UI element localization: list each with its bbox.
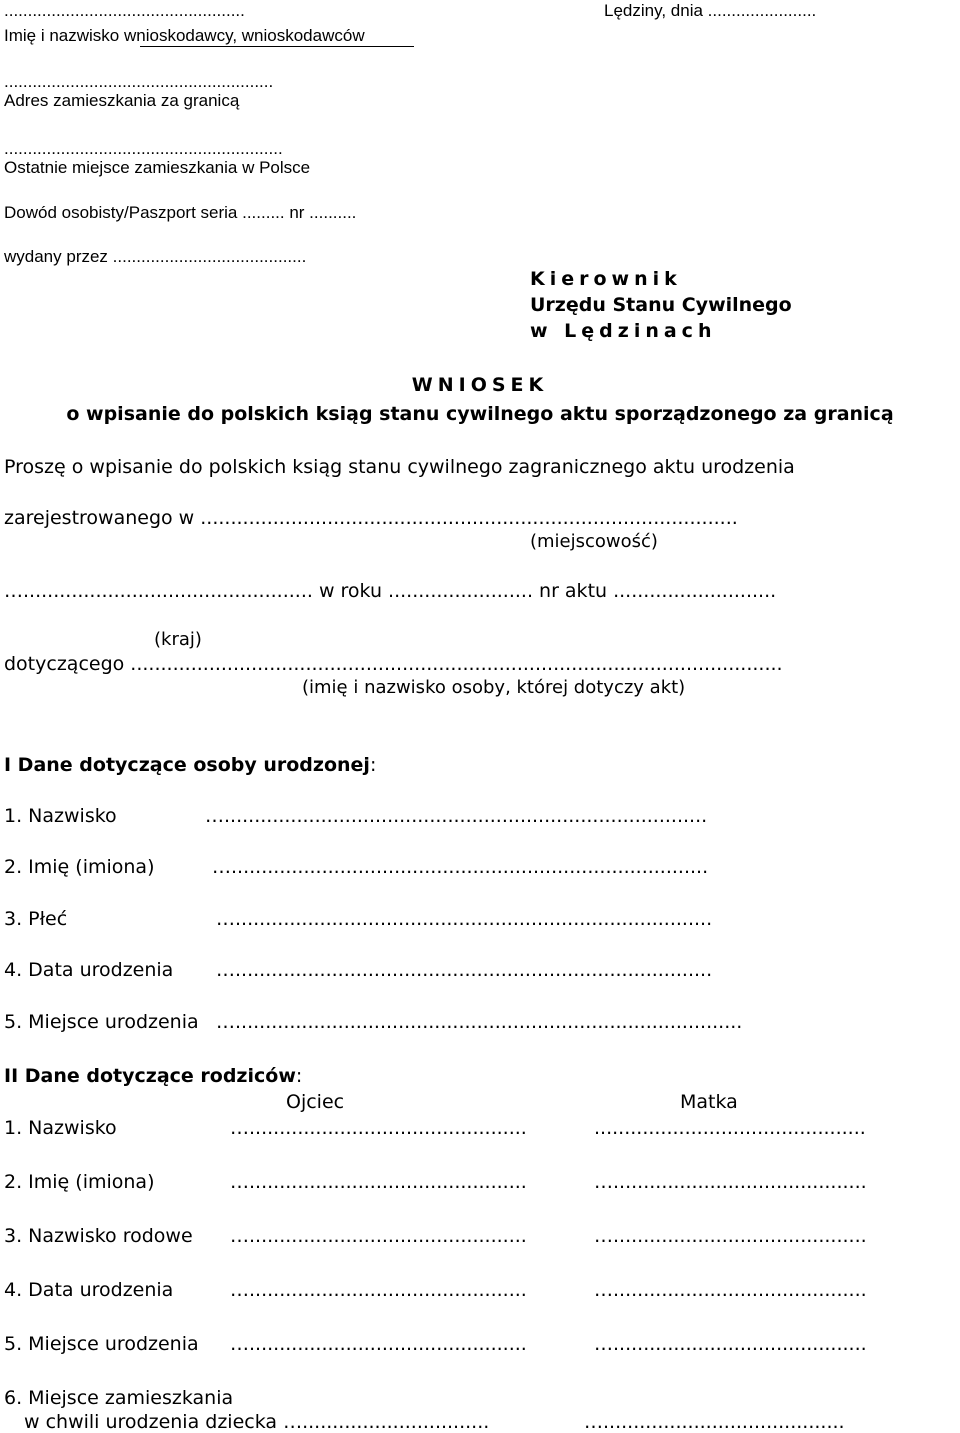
mother-dots-residence: …........................................ <box>584 1411 845 1433</box>
field-dots-surname: …................................................................................ <box>205 805 708 827</box>
document-subtitle: o wpisanie do polskich ksiąg stanu cywilnego aktu sporządzonego za granicą <box>66 403 894 425</box>
father-dots-birth-date: ….............................................. <box>230 1279 527 1301</box>
addressee-title: Kierownik <box>530 268 682 290</box>
mother-dots-surname: ............................................. <box>594 1117 866 1139</box>
field-dots-sex: …............................................................................... <box>216 908 713 930</box>
parent-label-birth-place: 5. Miejsce urodzenia <box>4 1333 199 1355</box>
parent-label-residence: 6. Miejsce zamieszkania <box>4 1387 234 1409</box>
person-hint: (imię i nazwisko osoby, której dotyczy akt) <box>302 677 686 698</box>
field-dots-birth-date: …............................................................................... <box>216 959 713 981</box>
section1-heading: I Dane dotyczące osoby urodzonej: <box>4 754 377 776</box>
field-label-sex: 3. Płeć <box>4 908 68 930</box>
section2-heading: II Dane dotyczące rodziców: <box>4 1065 303 1087</box>
parent-label-surname: 1. Nazwisko <box>4 1117 117 1139</box>
registered-in-line: zarejestrowanego w ......................................................................................... <box>4 507 738 529</box>
last-residence-dots: ........................................................... <box>4 139 283 158</box>
id-document-line: Dowód osobisty/Paszport seria ......... nr .......... <box>4 203 357 222</box>
parent-label-maiden-name: 3. Nazwisko rodowe <box>4 1225 193 1247</box>
father-dots-surname: ….............................................. <box>230 1117 527 1139</box>
father-column-header: Ojciec <box>286 1091 345 1113</box>
mother-dots-birth-place: ….......................................... <box>594 1333 867 1355</box>
country-hint: (kraj) <box>154 629 202 650</box>
place-hint: (miejscowość) <box>530 531 658 552</box>
field-label-birth-date: 4. Data urodzenia <box>4 959 174 981</box>
field-label-first-names: 2. Imię (imiona) <box>4 856 155 878</box>
country-year-number-line: …................................................ w roku ........................ nr aktu ........................... <box>4 580 777 602</box>
request-line: Proszę o wpisanie do polskich ksiąg stanu cywilnego zagranicznego aktu urodzenia <box>4 456 795 478</box>
parent-label-residence-cont: w chwili urodzenia dziecka …............................... <box>24 1411 490 1433</box>
parent-label-first-names: 2. Imię (imiona) <box>4 1171 155 1193</box>
concerning-line: dotyczącego ............................................................................................................ <box>4 653 783 675</box>
last-residence-label: Ostatnie miejsce zamieszkania w Polsce <box>4 158 311 177</box>
applicant-name-label: Imię i nazwisko wnioskodawcy, wnioskodawców <box>4 26 365 45</box>
field-dots-birth-place: ….................................................................................... <box>216 1011 743 1033</box>
mother-column-header: Matka <box>680 1091 738 1113</box>
father-dots-birth-place: ….............................................. <box>230 1333 527 1355</box>
document-title: WNIOSEK <box>411 374 549 396</box>
issued-by-line: wydany przez ......................................... <box>4 247 307 266</box>
parent-label-birth-date: 4. Data urodzenia <box>4 1279 174 1301</box>
addressee-city: w Lędzinach <box>530 320 717 342</box>
mother-dots-maiden-name: ….......................................... <box>594 1225 867 1247</box>
addressee-office: Urzędu Stanu Cywilnego <box>530 294 792 316</box>
label-underline <box>140 46 414 47</box>
mother-dots-first-names: ….......................................... <box>594 1171 867 1193</box>
applicant-name-dots: ................................................... <box>4 1 245 20</box>
field-label-surname: 1. Nazwisko <box>4 805 117 827</box>
address-dots: ......................................................... <box>4 72 274 91</box>
field-label-birth-place: 5. Miejsce urodzenia <box>4 1011 199 1033</box>
father-dots-first-names: ….............................................. <box>230 1171 527 1193</box>
date-field: Lędziny, dnia ....................... <box>604 1 817 20</box>
address-label: Adres zamieszkania za granicą <box>4 91 240 110</box>
field-dots-first-names: …............................................................................... <box>212 856 709 878</box>
mother-dots-birth-date: ….......................................... <box>594 1279 867 1301</box>
father-dots-maiden-name: ….............................................. <box>230 1225 527 1247</box>
